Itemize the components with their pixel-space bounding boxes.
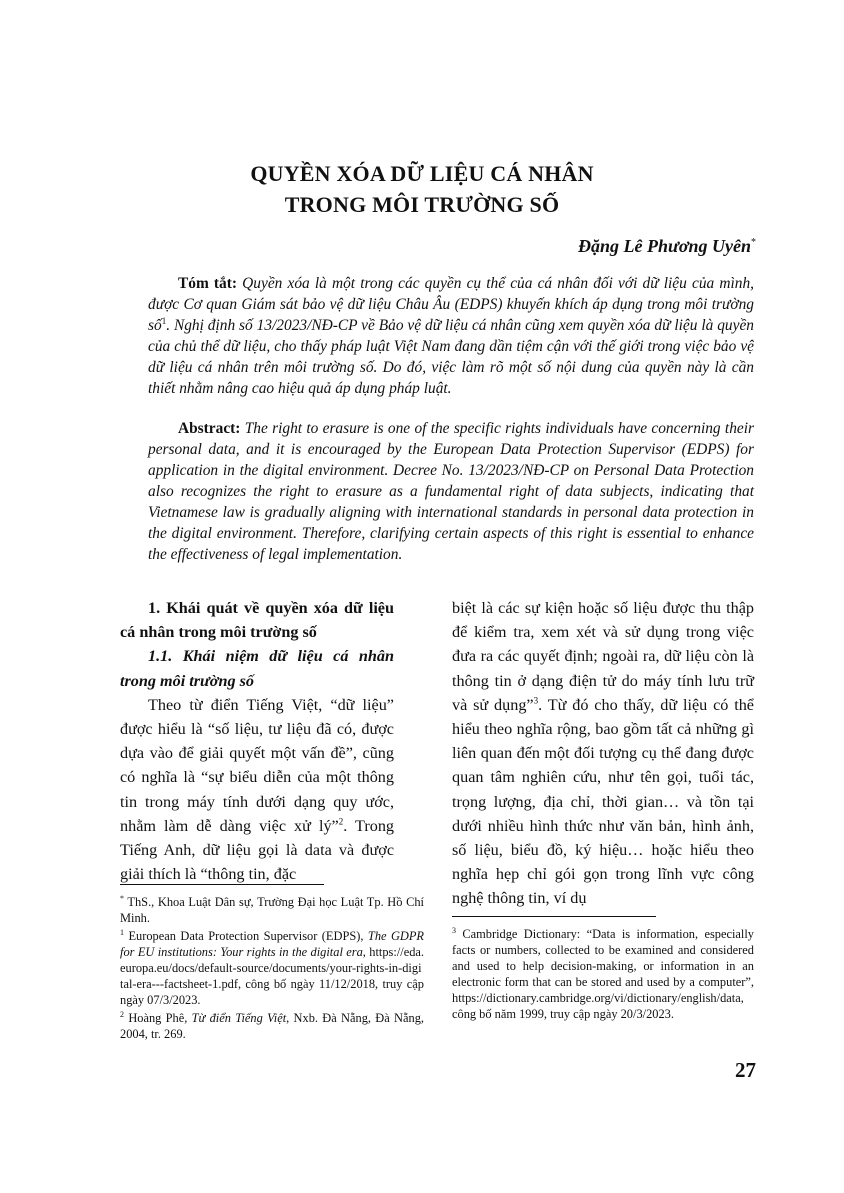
body-paragraph: biệt là các sự kiện hoặc số liệu được thu thập để kiểm tra, xem xét và sử dụng trong việc đưa ra các quyết định; ngoài ra, dữ liệu còn là thông tin ở dạng điện tử do máy tính lưu trữ và sử dụng”$^3$. Từ đó cho thấy, dữ liệu có thể hiểu theo nghĩa rộng, bao gồm tất cả những gì liên quan đến một đối tượng cụ thể đang được quan tâm nghiên cứu, như tên gọi, tuổi tác, trọng lượng, địa chỉ, thời gian… và tồn tại dưới nhiều hình thức như văn bản, hình ảnh, số liệu, biểu đồ, ký hiệu… hoặc hiểu theo nghĩa hẹp chỉ gói gọn trong lĩnh vực công nghệ thông tin, ví dụ	[452, 599, 754, 908]
footnote-item: $^3$ Cambridge Dictionary: “Data is information, especially facts or numbers, collected to be examined and considered and used to help decision-making, or information in an electronic form that can be stored and used by a computer”, https://dictionary.cambridge.org/vi/dictionary/english/data, công bố năm 1999, truy cập ngày 20/3/2023.	[452, 925, 754, 1021]
page-number: 27	[735, 1058, 756, 1082]
footnote-ref-1: 1	[161, 315, 167, 326]
right-column	[452, 596, 754, 911]
footnote-item: * ThS., Khoa Luật Dân sự, Trường Đại học Luật Tp. Hồ Chí Minh.	[120, 893, 424, 925]
section-heading-1-1: 1.1. Khái niệm dữ liệu cá nhân trong môi trường số	[120, 647, 394, 690]
footnotes-left	[120, 894, 424, 1044]
footnote-divider-right	[452, 916, 656, 917]
section-heading-1: 1. Khái quát về quyền xóa dữ liệu cá nhân trong môi trường số	[120, 599, 394, 642]
footnote-divider-left	[120, 884, 324, 885]
left-column	[120, 596, 394, 886]
title-line-2: TRONG MÔI TRƯỜNG SỐ	[284, 192, 560, 217]
page-title	[0, 158, 844, 220]
body-paragraph: Theo từ điển Tiếng Việt, “dữ liệu” được hiểu là “số liệu, tư liệu đã có, được dựa vào để giải quyết một vấn đề”, cũng có nghĩa là “sự biểu diễn của một thông tin trong máy tính dưới dạng quy ước, nhằm làm dễ dàng việc xử lý”$^2$. Trong Tiếng Anh, dữ liệu gọi là data và được giải thích là “thông tin, đặc	[120, 695, 395, 884]
title-line-1: QUYỀN XÓA DỮ LIỆU CÁ NHÂN	[250, 161, 594, 186]
footnotes-right	[452, 926, 754, 1024]
footnote-item: $^1$ European Data Protection Supervisor (EDPS), The GDPR for EU institutions: Your rights in the digital era, https://eda.europa.eu/docs/default-source/documents/your-rights-in-digital-era---factsheet-1.pdf, công bố ngày 11/12/2018, truy cập ngày 07/3/2023.	[120, 927, 425, 1007]
abstract-en-label: Abstract:	[178, 420, 241, 437]
footnote-ref-3: 3	[533, 695, 539, 706]
footnote-item: $^2$ Hoàng Phê, Từ điển Tiếng Việt, Nxb. Đà Nẵng, Đà Nẵng, 2004, tr. 269.	[120, 1009, 424, 1041]
author-footnote-mark: *	[751, 237, 756, 248]
footnote-ref-2: 2	[338, 816, 344, 827]
abstract-vi-label: Tóm tắt:	[178, 275, 238, 292]
author-name: Đặng Lê Phương Uyên*	[578, 236, 756, 256]
abstract-vietnamese: Tóm tắt: Quyền xóa là một trong các quyền cụ thể của cá nhân đối với dữ liệu của mình, được Cơ quan Giám sát bảo vệ dữ liệu Châu Âu (EDPS) khuyến khích áp dụng trong môi trường số$^1$. Nghị định số 13/2023/NĐ-CP về Bảo vệ dữ liệu cá nhân cũng xem quyền xóa dữ liệu là quyền của chủ thể dữ liệu, cho thấy pháp luật Việt Nam đang dần tiệm cận với thế giới trong việc bảo vệ dữ liệu cá nhân trên môi trường số. Do đó, việc làm rõ một số nội dung của quyền này là cần thiết nhằm nâng cao hiệu quả áp dụng pháp luật.	[148, 275, 754, 397]
abstract-english: Abstract: The right to erasure is one of the specific rights individuals have concerning their personal data, and it is encouraged by the European Data Protection Supervisor (EDPS) for application in the digital environment. Decree No. 13/2023/NĐ-CP on Personal Data Protection also recognizes the right to erasure as a fundamental right of data subjects, indicating that Vietnamese law is gradually aligning with international standards in personal data protection in the digital environment. Therefore, clarifying certain aspects of this right is essential to enhance the effectiveness of legal implementation.	[148, 420, 754, 563]
